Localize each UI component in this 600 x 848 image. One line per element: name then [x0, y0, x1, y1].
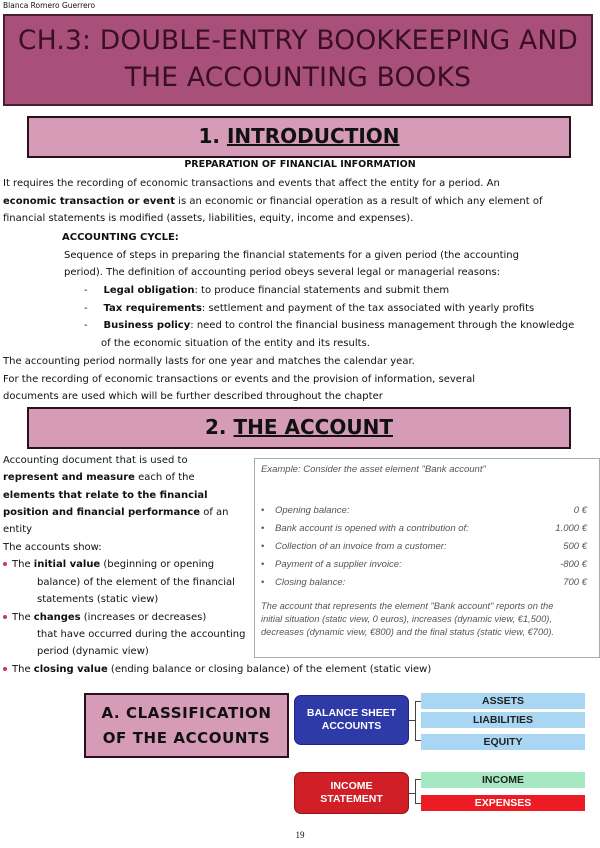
para2: The accounting period normally lasts for one year and matches the calendar year. [3, 356, 415, 367]
bullet-initial-value: The initial value (beginning or opening [3, 556, 214, 574]
example-title: Example: Consider the asset element "Bank account" [261, 464, 486, 475]
para1-line2-rest: is an economic or financial operation as a result of which any element of [174, 196, 543, 207]
bullet-changes: The changes (increases or decreases) [3, 609, 206, 627]
para1-line2 [3, 193, 543, 211]
chapter-title-line1: CH.3: DOUBLE-ENTRY BOOKKEEPING AND [17, 25, 578, 56]
reason-item: - Legal obligation: to produce financial statements and submit them [84, 285, 450, 296]
category-expenses: EXPENSES [421, 795, 585, 811]
classification-heading-line1: A. CLASSIFICATION [101, 704, 272, 722]
income-statement-box: INCOME STATEMENT [294, 772, 409, 814]
chapter-title-line2: THE ACCOUNTING BOOKS [124, 62, 472, 93]
section1-subtitle: PREPARATION OF FINANCIAL INFORMATION [184, 159, 416, 170]
section1-heading [27, 124, 571, 148]
reason-item-continued: of the economic situation of the entity and its results. [101, 338, 370, 349]
bullet-changes-line3: period (dynamic view) [37, 646, 149, 657]
page-number: 19 [295, 830, 305, 840]
balance-sheet-accounts-box: BALANCE SHEET ACCOUNTS [294, 695, 409, 745]
classification-heading [84, 693, 289, 758]
account-def-line4: position and financial performance of an [3, 507, 229, 518]
bullet-closing-value: The closing value (ending balance or closing balance) of the element (static view) [3, 661, 431, 679]
section1-number: 1. [198, 124, 220, 148]
account-def-line3: elements that relate to the financial [3, 490, 208, 501]
para1-line1: It requires the recording of economic transactions and events that affect the entity for a period. An [3, 178, 500, 189]
account-def-line5: entity [3, 524, 33, 535]
reason-item: - Business policy: need to control the financial business management through the knowledge [84, 320, 575, 331]
cycle-line1: Sequence of steps in preparing the financial statements for a given period (the accounting [64, 250, 519, 261]
cycle-line2: period). The definition of accounting period obeys several legal or managerial reasons: [64, 267, 501, 278]
bullet-dot [3, 562, 7, 566]
account-def-line1: Accounting document that is used to [3, 455, 188, 466]
reason-item: - Tax requirements: settlement and payment of the tax associated with yearly profits [84, 303, 535, 314]
section2-number: 2. [205, 415, 227, 439]
section2-title: THE ACCOUNT [233, 415, 393, 439]
bullet-changes-line2: that have occurred during the accounting [37, 629, 246, 640]
chapter-title [3, 22, 593, 96]
category-liabilities: LIABILITIES [421, 712, 585, 728]
accounts-show: The accounts show: [3, 542, 102, 553]
bullet-dot [3, 615, 7, 619]
account-def-line2: represent and measure each of the [3, 472, 195, 483]
bullet-initial-line2: balance) of the element of the financial [37, 577, 235, 588]
para1-line3: financial statements is modified (assets, liabilities, equity, income and expenses). [3, 213, 414, 224]
author-name: Blanca Romero Guerrero [3, 1, 96, 10]
category-equity: EQUITY [421, 734, 585, 750]
example-box: Example: Consider the asset element "Bank account" • Opening balance: 0 € • Bank account is opened with a contribution of: 1.000 € • Collection of an invoice from a customer: 500 € • Payment of a supplier invoice: -800 € • Closing balance: 700 € The account that represents the element "Bank account" reports on the initial situation (static view, 0 euros), increases (dynamic view, €1,500), decreases (dynamic view, €800) and the final status (static view, €700). [254, 458, 600, 658]
cycle-label: ACCOUNTING CYCLE: [62, 232, 179, 243]
category-income: INCOME [421, 772, 585, 788]
bullet-dot [3, 667, 7, 671]
example-footnote: The account that represents the element "Bank account" reports on the initial situation (static view, 0 euros), increases (dynamic view, €1,500), decreases (dynamic view, €800) and the final status (static view, €700). [261, 601, 555, 637]
para3-line1: For the recording of economic transactions or events and the provision of information, several [3, 374, 475, 385]
section1-title: INTRODUCTION [226, 124, 400, 148]
section2-heading [27, 415, 571, 439]
para1-bold: economic transaction or event [3, 196, 175, 207]
para3-line2: documents are used which will be further described throughout the chapter [3, 391, 383, 402]
classification-heading-line2: OF THE ACCOUNTS [102, 729, 271, 747]
bullet-initial-line3: statements (static view) [37, 594, 159, 605]
category-assets: ASSETS [421, 693, 585, 709]
